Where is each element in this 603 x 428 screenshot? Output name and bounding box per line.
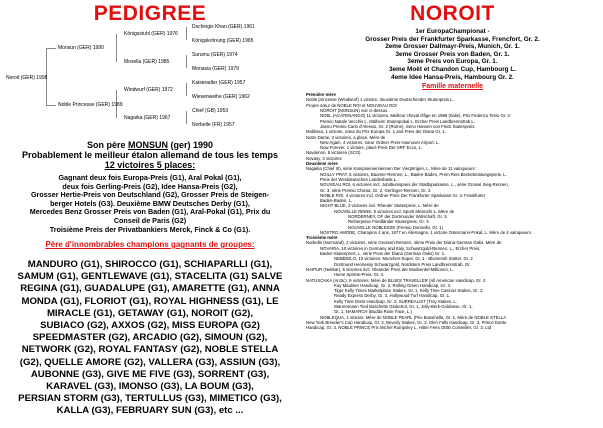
family-line: Tiger Kelly Times Marketplace Stakes, Gr. 1, Kelly Time Casinos Stakes, Gr. 2, xyxy=(334,288,484,294)
dam-sire: Windwurf (GER) 1972 xyxy=(124,87,173,93)
family-line: Troisième mère xyxy=(306,235,338,241)
sire-name: Monsun (GER) 1990 xyxy=(58,45,104,51)
family-line: NAIPUR (Nekbar), 5 victoires incl. Oleander Preis der Modeerdel-Millionen, L. xyxy=(306,266,454,272)
progeny-line: KALLA (G3), FEBRUARY SUN (G3), etc ... xyxy=(56,405,244,417)
dam-sire-dam: Wiesenweihe (GER) 1962 xyxy=(192,94,250,100)
win-line: Gagnant deux fois Europa-Preis (G1), Aral Pokal (G1), xyxy=(58,173,242,182)
sire-dam: Mosella (GER) 1985 xyxy=(124,59,170,65)
family-line: Première mère xyxy=(306,92,336,98)
sire-sire: Königsstuhl (GER) 1976 xyxy=(124,31,178,37)
progeny-line: KARAVEL (G3), IMONSO (G3), LA BOUM (G3), xyxy=(46,381,254,393)
family-line: Gr. 1, NAMARCH (Budda Rose Face, L.) xyxy=(334,309,412,315)
sire-wins xyxy=(0,174,300,234)
family-line: Hiene Sprinte-Preis, Gr. 3. xyxy=(334,272,385,278)
pedigree-column xyxy=(0,0,300,428)
progeny-line: (G2), QUELLE AMORE (G2), VALLERA (G3), ASSIUN (G3), xyxy=(19,356,281,368)
family-line: Deuxième mère xyxy=(306,161,338,167)
progeny-title: Père d'innombrables champions gagnants de groupes: xyxy=(45,240,255,249)
family-line: NOEL (ACATENANGO) 11 victoires, Meilleur cheval d'âge en 1996 (Italie), Prix Federico Tesio Gr. 3 xyxy=(320,113,510,119)
family-line: Notre Dame, 3 victoires, a placé. Mère de xyxy=(306,134,386,140)
family-line: Moblissa, 1 victoire, sœur du Prix Europa Gr. 1 and Preis der Diana Gr. 1. xyxy=(306,129,446,135)
horse-name: Noroit (GER) 1998 xyxy=(6,75,48,81)
sire-dam-dam: Monasia (GER) 1979 xyxy=(192,66,239,72)
family-line: Propre sœur de NOBLE ROI et NOUVEAU ROI xyxy=(306,102,397,108)
progeny-line: AUBONNE (G3), GIVE ME FIVE (G3), SORRENT (G3), xyxy=(30,368,270,380)
record-line: 1er EuropaChampionat - xyxy=(415,28,490,35)
family-line: NOBLEQUA, 1 victoire. Mère de NOBLE PEARL (Prix Bossinelle, Gr. 1, Mère de NOBLE STELLA xyxy=(320,314,507,320)
dam-name: Noble Princesse (GER) 1989 xyxy=(58,102,123,108)
pedigree-title: PEDIGREE xyxy=(93,2,207,25)
family-line: NEBBIOLO, 10 victoires, Munchen-Super. Gr. 1 - Blumensh Stutter, Gr. 2 xyxy=(334,256,473,262)
family-line: Jaenu Premio Carlo d'Alessio, Gr. 2 (Rome), Seno Hansen von Finck Stutenpreis. xyxy=(320,123,476,129)
family-details xyxy=(302,92,603,330)
family-line: NOROIT (MONSUN) voir ci-dessus. xyxy=(320,108,389,114)
sire-sire-dam: Königskrönung (GER) 1965 xyxy=(192,38,254,44)
win-line: deux fois Gerling-Preis (G2), Idee Hansa-Preis (G2), xyxy=(62,181,238,191)
progeny-line: MIRACLE (G1), GETAWAY (G1), NOROIT (G2), xyxy=(46,307,254,319)
dam-dam: Nagaika (GER) 1967 xyxy=(124,115,171,121)
family-line: NOSTRO AMORE, Champion 4 ans, 1977 en Allemagne, 1 victoire Ostermann-Pokal, L. Mère de 4 vainqueurs. xyxy=(320,229,533,235)
sire-description: Probablement le meilleur étalon allemand de tous les temps xyxy=(21,150,279,160)
progeny-line: NETWORK (G2), ROYAL FANTASY (G2), NOBLE STELLA xyxy=(21,344,279,356)
family-line: Kelly Time Dürst Handicap, Gr. 2, SURREALIST (Troy Stakes, L. xyxy=(334,298,457,304)
win-line: berger Hotels (G3). Deuxième BMW Deutsches Derby (G1), xyxy=(50,198,250,208)
family-line: Dortmund Hennessy Schwarzgold, Nordstern Preis Landbrennstrab, Gr. xyxy=(334,261,471,267)
record-line: 2eme Grosser Dallmayr-Preis, Munich, Gr. 1. xyxy=(385,43,520,51)
pedigree-tree xyxy=(6,24,296,136)
family-line: Handicap, Gr. 3, NOBLE PRINCE Prix Michel Rumpsley L, Hitter Fees Ottlin Conseiller, Gr. 3, Ltd xyxy=(306,325,492,331)
family-line: NOUVEAU ROI, 6 victoires incl. Jubiläumspreis der Stadtsparkasse, L., série Grossé Sieg-Rennen, xyxy=(320,182,509,188)
family-title: Famille maternelle xyxy=(421,83,484,91)
sire-summary xyxy=(0,140,300,170)
family-line: Noble princesse (Windwurf) 1 victoire, deuxième Deutschender Stutenpreis L. xyxy=(306,97,454,103)
dam-sire-sire: Kaiseradler (GER) 1957 xyxy=(192,80,246,86)
family-line: Naviamon, 5 victoires (SCO) xyxy=(306,150,361,156)
progeny-line: PERSIAN STORM (G3), TERTULLUS (G3), MIMETICO (G3), xyxy=(18,393,282,405)
progeny-line: SPEEDMASTER (G2), ARCADIO (G2), SIMOUN (G2), xyxy=(32,332,268,344)
race-record xyxy=(302,28,603,81)
family-line: Gr. 3. série Premio Chiesa, Gr. 2, Gerlinger-Rennen, Gr. 3 xyxy=(320,187,431,193)
progeny-line: REGINA (G1), GUADALUPE (G1), AMARETTE (G1), ANNA xyxy=(20,283,280,295)
family-line: Baden-Baden, L. xyxy=(320,198,353,204)
progeny-line: SAMUM (G1), GENTLEWAVE (G1), STACELITA (G1) SALVE xyxy=(17,271,283,283)
family-line: NORDERNEY, OF der Dortmunder Wirtschaft, Gr. 3. xyxy=(348,213,448,219)
record-line: 3eme Grosser Preis von Baden, Gr. 1. xyxy=(395,50,510,58)
progeny-line: MANDURO (G1), SHIROCCO (G1), SCHIAPARLLI (G1), xyxy=(27,259,273,270)
family-line: NATUSCHKA (Arctic), 9 victoires. Mère de BLUES TRAVELLER (All American Handicap, Gr. 2 xyxy=(306,277,486,283)
family-line: Nagaika (Chief III), série Kampioeniersiennen Der Vierjärrigen, L. Mère de 11 vainqueurs : xyxy=(306,166,478,172)
dam-dam-sire: Chief (GB) 1953 xyxy=(192,108,229,114)
win-line: Mercedes Benz Grosser Preis von Baden (G1), Aral-Pokal (G1), Prix du xyxy=(29,207,271,217)
family-line: NIGHT BLUE, 3 victoires incl. Rheuter Stutenpreis, L. Mère de xyxy=(320,203,439,209)
sire-record: 12 victoires 5 places: xyxy=(104,160,196,170)
sire-heading: Son père MONSUN (ger) 1990 xyxy=(86,140,214,150)
family-line: NOBLE ROI, 4 victoires incl. Ordner Preis Der Frankfurter Sparkasse Gr. 3. Frankfurter xyxy=(320,192,486,198)
family-line: Now Forever, 1 victoire, placé Preis Der SRF Ecco, L. xyxy=(320,145,423,151)
record-line: 4eme Idee Hansa-Preis, Hambourg Gr. 2. xyxy=(391,73,514,81)
family-line: Ready Express Derby, Gr. 3, Hollywood Turf Handicap, Gr. 1. xyxy=(334,293,451,299)
record-line: Grosser Preis der Frankfurter Sparkasse, Frencfort, Gr. 2. xyxy=(365,35,540,43)
family-line: NOVARIA, 10 victoires in Germany and Italy, Schwarzgold-Rennen, L., Ercher Preis, xyxy=(320,245,481,251)
dam-dam-dam: Norbelle (FR) 1957 xyxy=(192,122,235,128)
family-line: NOILLY PRAT, 5 victoires, Baumer-Rennen, L., Baden-Baden, Prem Reis Beckebrüstungspreis, L. xyxy=(320,171,507,177)
record-line: 3eme Moët et Chandon Cup, Hambourg L. xyxy=(388,65,517,73)
family-line: Warrenmann Tied Baschetts Globetrot, Gr. 1, Jolly-Berk-Goldanse, Gr. 1, xyxy=(334,304,473,310)
progeny-line: MONDA (G1), FLORIOT (G1), ROYAL HIGHNESS (G1), LE xyxy=(21,295,279,307)
sire-dam-sire: Surumu (GER) 1974 xyxy=(192,52,238,58)
family-line: New Again, 4 victoires, sœur Ordner Preis Hannover Airport, L. xyxy=(320,139,440,145)
progeny-line: SUBIACO (G2), AXXOS (G2), MISS EUROPA (G2) xyxy=(40,320,260,332)
win-line: Conseil de Paris (G2) xyxy=(113,215,187,225)
family-line: Novasy, 3 victoires xyxy=(306,155,342,161)
sire-sire-sire: Dschingis Khan (GER) 1961 xyxy=(192,24,255,30)
family-line: New York Breeder's Cup Handicap, Gr. 2, Beverly Stakes, Gr. 3, Glen Falls Handicap, Gr. 3, Prince Dante xyxy=(306,319,507,325)
family-line: NOUVELLE NOBLESSE (Premio Dormello, Gr. 1) xyxy=(348,224,444,230)
win-line: Grosser Hertie-Preis von Deutschland (G2), Grosser Preis de Steigen- xyxy=(30,190,270,200)
family-line: NOUVELLE REINE, 5 victoires incl. Sporti Mesinchi L. Mère de xyxy=(334,208,455,214)
family-line: Kay Mauliner Handicap, Gr. 2, Rolling Green Handicap, Gr. 3. xyxy=(334,282,452,288)
noroit-column xyxy=(302,0,603,428)
family-line: Baden-Stutenpreis, L. série Preis der Diana (German Oaks) Gr. 1. xyxy=(320,251,446,257)
family-line: Norbelle (Normand), 2 victoires, série Grossen-Rennen, 4ème Preis der Diana-German Oaks. Mère de xyxy=(306,240,502,246)
win-line: Troisième Preis der Privatbankiers Merck, Finck & Co (G1). xyxy=(49,224,251,234)
noroit-title: NOROIT xyxy=(410,2,495,25)
record-line: 3eme Preis von Europa, Gr. 1. xyxy=(407,58,498,66)
progeny-list xyxy=(4,259,296,418)
family-line: Reiherpeise Friedländer Stutenpreis, Gr. 3. xyxy=(348,219,430,225)
family-line: Preis der Westdeutschen Landesbank L. xyxy=(320,176,398,182)
family-line: Premio Natale Vecchis L, Mülheim Stutenpokal L, Ercher Preis Landbrennstrab L, xyxy=(320,118,476,124)
